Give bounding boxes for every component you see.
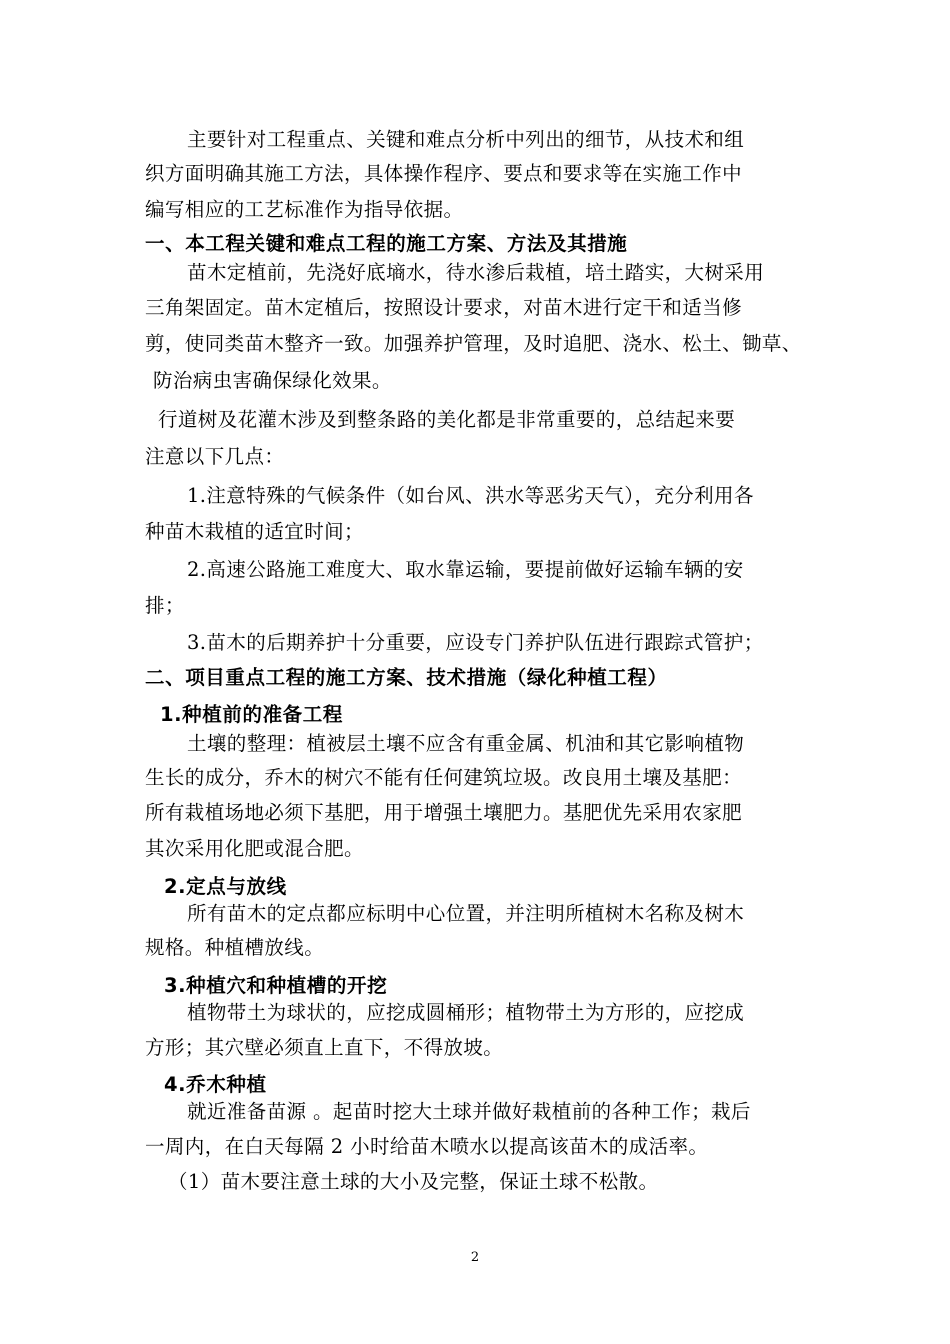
subsection-4-line-2: 一周内，在白天每隔 2 小时给苗木喷水以提高该苗木的成活率。 [145,1135,709,1158]
section-1-body-line-2: 三角架固定。苗木定植后，按照设计要求，对苗木进行定干和适当修 [145,296,743,319]
section-1-heading: 一、本工程关键和难点工程的施工方案、方法及其措施 [145,232,628,255]
subsection-2-line-2: 规格。种植槽放线。 [145,936,325,959]
subsection-1-line-2: 生长的成分，乔木的树穴不能有任何建筑垃圾。改良用土壤及基肥： [145,766,743,789]
subsection-1-line-1: 土壤的整理：植被层土壤不应含有重金属、机油和其它影响植物 [187,732,745,755]
subsection-1-heading: 1.种植前的准备工程 [160,703,343,726]
intro-line-3: 编写相应的工艺标准作为指导依据。 [145,198,464,221]
subsection-3-line-1: 植物带土为球状的，应挖成圆桶形；植物带土为方形的，应挖成 [187,1001,745,1024]
section-1-point-1-line-2: 种苗木栽植的适宜时间； [145,520,364,543]
section-1-point-2-line-2: 排； [145,594,185,617]
subsection-4-heading: 4.乔木种植 [164,1073,267,1096]
section-2-heading: 二、项目重点工程的施工方案、技术措施（绿化种植工程） [145,666,668,689]
subsection-2-line-1: 所有苗木的定点都应标明中心位置，并注明所植树木名称及树木 [187,902,745,925]
page-number: 2 [470,1250,480,1265]
intro-line-2: 织方面明确其施工方法，具体操作程序、要点和要求等在实施工作中 [145,162,743,185]
section-1-note-line-2: 注意以下几点： [145,445,285,468]
section-1-body-line-1: 苗木定植前，先浇好底墒水，待水渗后栽植，培土踏实，大树采用 [187,261,765,284]
section-1-point-1-line-1: 1.注意特殊的气候条件（如台风、洪水等恶劣天气），充分利用各 [187,484,754,507]
section-1-note-line-1: 行道树及花灌木涉及到整条路的美化都是非常重要的，总结起来要 [158,408,736,431]
subsection-2-heading: 2.定点与放线 [164,875,287,898]
section-1-point-3: 3.苗木的后期养护十分重要，应设专门养护队伍进行跟踪式管护； [187,631,764,654]
subsection-3-heading: 3.种植穴和种植槽的开挖 [164,974,388,997]
section-1-point-2-line-1: 2.高速公路施工难度大、取水靠运输，要提前做好运输车辆的安 [187,558,744,581]
section-1-body-line-4: 防治病虫害确保绿化效果。 [153,369,392,392]
subsection-4-line-3: （1）苗木要注意土球的大小及完整，保证土球不松散。 [168,1170,659,1193]
intro-line-1: 主要针对工程重点、关键和难点分析中列出的细节，从技术和组 [187,128,745,151]
subsection-1-line-3: 所有栽植场地必须下基肥，用于增强土壤肥力。基肥优先采用农家肥 [145,801,743,824]
subsection-3-line-2: 方形；其穴壁必须直上直下，不得放坡。 [145,1036,504,1059]
subsection-4-line-1: 就近准备苗源 。起苗时挖大土球并做好栽植前的各种工作；栽后 [187,1100,751,1123]
subsection-1-line-4: 其次采用化肥或混合肥。 [145,837,364,860]
section-1-body-line-3: 剪，使同类苗木整齐一致。加强养护管理，及时追肥、浇水、松土、锄草、 [145,332,802,355]
